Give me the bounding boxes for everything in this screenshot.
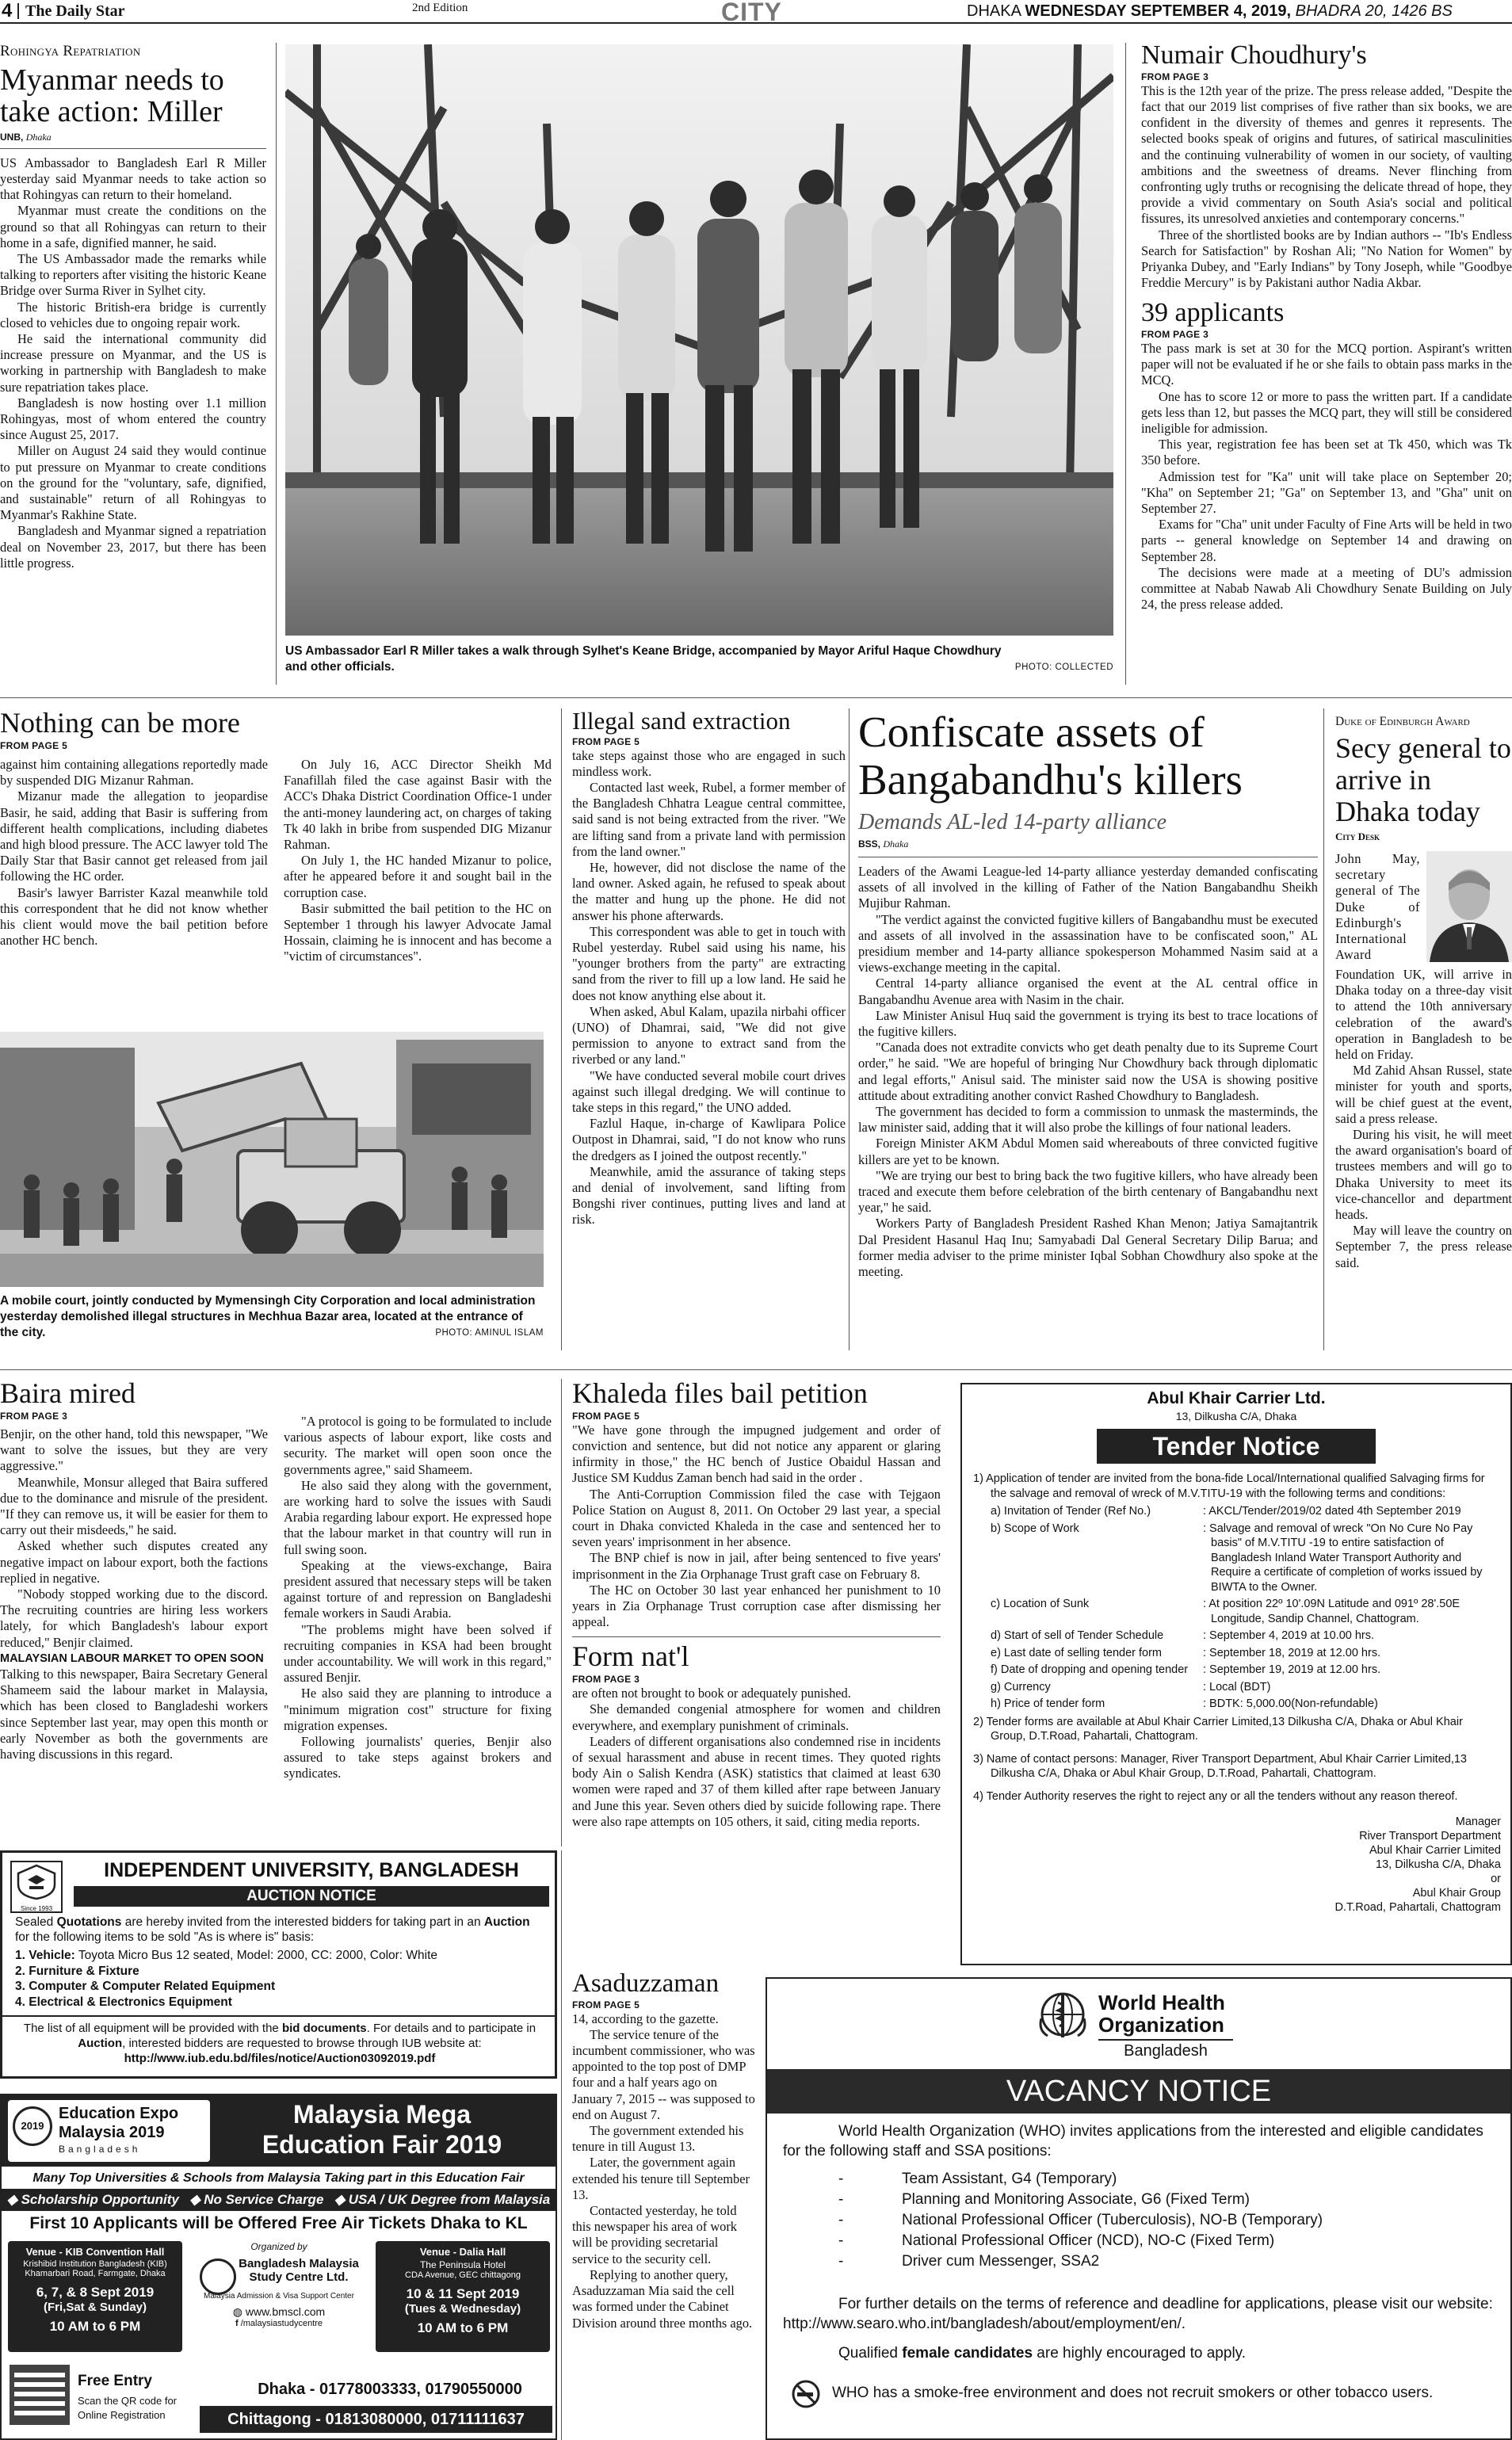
- article-body-rest: [1335, 1063, 1512, 1271]
- story-rule: [572, 1636, 941, 1637]
- article-column: [0, 757, 268, 949]
- article-secy: [1335, 715, 1512, 1271]
- iub-footer: The list of all equipment will be provided with the bid documents. For details and to participate in Auction, interested bidders are requested to browse through IUB website at: http://www.iub.edu.bd/files/notice/Auction03092019.pdf: [23, 2022, 536, 2065]
- qr-code-icon[interactable]: [10, 2365, 70, 2425]
- paragraph: Leaders of different organisations also condemned rise in incidents of sexual harassment and abuse in recent times. They quoted rights body Ain o Salish Kendra (ASK) statistics that claimed at least 630 women were raped and 37 of them killed after rape between January and June this year. Seven others died by suicide following rape. There were also rape attempts on 105 others, it said, citing media reports.: [572, 1733, 941, 1829]
- subhead: MALAYSIAN LABOUR MARKET TO OPEN SOON: [0, 1651, 264, 1665]
- term-value: : BDTK: 5,000.00(Non-refundable): [1203, 1697, 1378, 1710]
- expo-offer: First 10 Applicants will be Offered Free Air Tickets Dhaka to KL: [29, 2214, 528, 2232]
- paragraph: Central 14-party alliance organised the event at the AL central office in Bangabandhu Avenue area with Nasim in the chair.: [858, 976, 1318, 1007]
- byline: UNB, Dhaka: [0, 131, 52, 143]
- tender-item: 3) Name of contact persons: Manager, River Transport Department, Abul Khair Carrier Limited,13 Dilkusha C/A, Dhaka or Abul Khair Group, D.T.Road, Pahartali, Chattogram.: [973, 1752, 1467, 1780]
- paragraph: She demanded congenial atmosphere for women and children everywhere, and exemplary punishment of criminals.: [572, 1701, 941, 1733]
- dash-bullet-icon: -: [838, 2253, 844, 2270]
- column-rule: [561, 708, 562, 1350]
- tender-body: [973, 1472, 1501, 1915]
- article-asad: [572, 1970, 756, 2331]
- scan-text: Scan the QR code for: [78, 2395, 178, 2407]
- headline: Myanmar needs to take action: Miller: [0, 63, 224, 128]
- paragraph: May will leave the country on September 7, the press release said.: [1335, 1223, 1512, 1270]
- headline: Numair Choudhury's: [1141, 40, 1367, 70]
- paragraph: He also said they along with the government, are working hard to solve the issues with Saudi Arabia regarding labour export. He expressed hope that the labour market in that country will run in full swing soon.: [284, 1477, 552, 1557]
- tender-terms: [973, 1504, 1501, 1712]
- paragraph: Meanwhile, amid the assurance of taking steps and denial of involvement, sand lifting from Bongshi river continues, putting lives and land at risk.: [572, 1163, 846, 1228]
- paragraph: Workers Party of Bangladesh President Rashed Khan Menon; Jatiya Samajtantrik Dal President Hasanul Haq Inu; Samyabadi Dal General Secretary Dilip Barua; and former media adviser to the prime minister Iqbal Sobhan Chowdhury also spoke at the meeting.: [858, 1216, 1318, 1280]
- headline-applicants: 39 applicants: [1141, 298, 1285, 328]
- vacancy-position: - Team Assistant, G4 (Temporary): [838, 2169, 1472, 2190]
- expo-logo: [8, 2100, 210, 2162]
- paragraph: He, however, did not disclose the name of the land owner. Asked again, he refused to speak about the matter and hung up the phone. He did not answer his phone afterwards.: [572, 859, 846, 923]
- paragraph: "Nobody stopped working due to the discord. The recruiting countries are hiring less workers lately, for which Bangladesh's labour export reduced," Benjir claimed.: [0, 1587, 268, 1650]
- paragraph: are often not brought to book or adequately punished.: [572, 1686, 851, 1701]
- column-rule: [561, 1850, 562, 2440]
- paragraph: Talking to this newspaper, Baira Secretary General Shameem said the labour market in Malaysia, which has been closed to Bangladeshi workers since September last year, may open this month or early November as both the governments are having discussions in this regard.: [0, 1667, 268, 1762]
- paragraph: Miller on August 24 said they would continue to put pressure on Myanmar to create conditions on the ground for the "voluntary, safe, dignified, and sustainable" return of all Rohingyas to Myanmar's Rakhine State.: [0, 443, 266, 523]
- signature-line: Abul Khair Group: [1412, 1887, 1501, 1900]
- paragraph: Asked whether such disputes created any negative impact on labour export, both the factions replied in negative.: [0, 1538, 268, 1586]
- from-page: FROM PAGE 5: [572, 1999, 640, 2010]
- iub-intro: Sealed Quotations are hereby invited from the interested bidders for taking part in an Auction for the following items to be sold "As is where is" basis:: [15, 1915, 530, 1944]
- byline: City Desk: [1335, 831, 1380, 842]
- tender-term-row: [973, 1646, 1501, 1661]
- paragraph: "We have conducted several mobile court drives against such illegal dredging. We will continue to take steps in this regard," the UNO added.: [572, 1067, 846, 1116]
- dash-bullet-icon: -: [838, 2191, 844, 2208]
- paragraph: The service tenure of the incumbent commissioner, who was appointed to the top post of DMP four and a half years ago on January 7, 2015 -- was supposed to end on August 7.: [572, 2026, 755, 2122]
- from-page: FROM PAGE 3: [0, 1410, 68, 1422]
- org-web[interactable]: ◍ www.bmscl.com: [232, 2305, 326, 2318]
- who-position-list: [838, 2169, 1472, 2272]
- paragraph: Following journalists' queries, Benjir also assured to take steps against brokers and syndicates.: [284, 1734, 552, 1781]
- signature-line: or: [1491, 1873, 1501, 1885]
- who-title: VACANCY NOTICE: [767, 2069, 1510, 2114]
- paragraph: Myanmar must create the conditions on the ground so that all Rohingyas can return to their home in a safe, dignified manner, he said.: [0, 203, 266, 250]
- phone-dhaka: Dhaka - 01778003333, 01790550000: [258, 2381, 522, 2398]
- paragraph: This correspondent was able to get in touch with Rubel yesterday. Rubel said using his name, his "younger brothers from the party" are extracting sand from the river to fill up a low land. He said he does not know anything else about it.: [572, 923, 846, 1003]
- term-label: a) Invitation of Tender (Ref No.): [991, 1505, 1151, 1518]
- paragraph: The Anti-Corruption Commission filed the case with Tejgaon Police Station on August 8, 2011. On October 29 last year, a special court in Dhaka convicted Khaleda in the case and sentenced her to seven years' imprisonment in her absence.: [572, 1486, 941, 1550]
- headline: Secy general to arrive in Dhaka today: [1335, 732, 1511, 827]
- article-numair: [1141, 41, 1512, 613]
- term-value: : September 4, 2019 at 10.00 hrs.: [1203, 1629, 1375, 1642]
- from-page: FROM PAGE 5: [0, 739, 68, 751]
- org-label: Organized by: [250, 2241, 307, 2252]
- caption-text: A mobile court, jointly conducted by Mymensingh City Corporation and local administration yesterday demolished illegal structures in Mechhua Bazar area, located at the entrance of the city.: [0, 1294, 536, 1339]
- article-sand: [572, 708, 846, 1228]
- paragraph: Replying to another query, Asaduzzaman Mia said the cell was formed under the Cabinet Division around three months ago.: [572, 2266, 753, 2331]
- term-value: : Local (BDT): [1203, 1680, 1271, 1693]
- paragraph: The government has decided to form a commission to unmask the masterminds, the law minister said, adding that it will also probe the killings of four national leaders.: [858, 1104, 1318, 1136]
- vacancy-position: - Planning and Monitoring Associate, G6 (Fixed Term): [838, 2190, 1472, 2210]
- signature-line: River Transport Department: [1359, 1830, 1501, 1842]
- secy-para-wrap: John May, secretary general of The Duke of Edinburgh's International Award: [1335, 851, 1420, 963]
- paragraph: Admission test for "Ka" unit will take place on September 20; "Kha" on September 21; "Ga" on September 13, and "Gha" unit on September 27.: [1141, 468, 1512, 517]
- venue-line: CDA Avenue, GEC chittagong: [405, 2270, 521, 2280]
- article-body: [1335, 851, 1512, 1271]
- article-body: [1141, 341, 1512, 613]
- article-body: [572, 1422, 941, 1631]
- article-rohingya: [0, 43, 266, 571]
- article-body: [572, 2011, 756, 2331]
- paragraph: "Canada does not extradite convicts who get death penalty due to its Supreme Court order," he said. "We are hopeful of bringing Nur Chowdhury back through diplomatic and legal efforts," Anisul said. The minister said now the USA is showing positive attitude about extraditing another convict Rashed Chowdhury to Bangladesh.: [858, 1040, 1318, 1103]
- venue-line: Khamarbari Road, Farmgate, Dhaka: [25, 2269, 166, 2278]
- dash-bullet-icon: -: [838, 2232, 844, 2249]
- tender-item: 2) Tender forms are available at Abul Khair Carrier Limited,13 Dilkusha C/A, Dhaka or Abul Khair Group, D.T.Road, Pahartali, Chattogram.: [973, 1715, 1463, 1743]
- paragraph: The US Ambassador made the remarks while talking to reporters after visiting the historic Keane Bridge over Surma River in Sylhet city.: [0, 251, 266, 299]
- signature-line: D.T.Road, Pahartali, Chattogram: [1334, 1901, 1501, 1914]
- column-rule: [849, 708, 850, 1350]
- who-smoke: WHO has a smoke-free environment and does not recruit smokers or other tobacco users.: [832, 2385, 1434, 2401]
- who-org-line2: Organization: [1098, 2013, 1224, 2037]
- who-intro: World Health Organization (WHO) invites applications from the interested and eligible candidates for the following staff and SSA positions:: [783, 2123, 1483, 2159]
- column-rule: [276, 43, 277, 685]
- paragraph: The pass mark is set at 30 for the MCQ portion. Aspirant's written paper will not be evaluated if he or she fails to obtain pass marks in the MCQ.: [1141, 341, 1512, 388]
- term-label: d) Start of sell of Tender Schedule: [991, 1629, 1164, 1642]
- expo-logo-line3: Bangladesh: [59, 2144, 141, 2155]
- paragraph: Bangladesh and Myanmar signed a repatriation deal on November 23, 2017, but there has been little progress.: [0, 523, 266, 571]
- article-column: [284, 757, 552, 965]
- venue-days: (Tues & Wednesday): [404, 2302, 521, 2316]
- tender-term-row: [973, 1597, 1501, 1626]
- demolition-photo-illustration: [0, 1032, 544, 1287]
- diamond-bullet-icon: ◆: [6, 2192, 17, 2207]
- article-body: [572, 748, 846, 1228]
- paragraph: take steps against those who are engaged in such mindless work.: [572, 747, 846, 779]
- paragraph: 14, according to the gazette.: [572, 2010, 719, 2026]
- article-body: [572, 1686, 941, 1830]
- section-label: CITY: [721, 0, 782, 26]
- tender-term-row: [973, 1629, 1501, 1644]
- venue-time: 10 AM to 6 PM: [417, 2320, 509, 2335]
- feature-no-charge: ◆ No Service Charge: [189, 2192, 324, 2207]
- venue-dates: 6, 7, & 8 Sept 2019: [36, 2285, 155, 2300]
- photo-credit: PHOTO: AMINUL ISLAM: [435, 1328, 544, 1338]
- headline: Asaduzzaman: [572, 1969, 720, 1998]
- headline: Nothing can be more: [0, 707, 240, 739]
- paragraph: When asked, Abul Kalam, upazila nirbahi officer (UNO) of Dhamrai, said, "We did not give permission to anyone to extract sand from the riverbed or any land.": [572, 1003, 846, 1067]
- paper-logo: The Daily Star: [25, 2, 125, 20]
- term-label: b) Scope of Work: [991, 1522, 1079, 1535]
- secy-para-rest: Foundation UK, will arrive in Dhaka today on a three-day visit to attend the 10th anniversary celebration of the award's operation in Bangladesh to be held on Friday.: [1335, 967, 1512, 1063]
- expo-title1: Malaysia Mega: [292, 2100, 472, 2129]
- paragraph: The government extended his tenure in till August 13.: [572, 2123, 744, 2155]
- expo-logo-line2: Malaysia 2019: [59, 2124, 165, 2141]
- paragraph: Benjir, on the other hand, told this newspaper, "We want to solve the issues, but they are very aggressive.": [0, 1426, 268, 1474]
- headline: Khaleda files bail petition: [572, 1377, 868, 1409]
- diamond-bullet-icon: ◆: [334, 2192, 346, 2207]
- who-logo: [1035, 1987, 1090, 2042]
- portrait-photo: [1426, 851, 1512, 962]
- term-value: : September 19, 2019 at 12.00 hrs.: [1203, 1663, 1381, 1676]
- expo-strip: Many Top Universities & Schools from Malaysia Taking part in this Education Fair: [32, 2171, 525, 2185]
- tender-term-row: [973, 1697, 1501, 1712]
- paragraph: On July 16, ACC Director Sheikh Md Fanafillah filed the case against Basir with the ACC's Dhaka District Coordination Office-1 under the anti-money laundering act, on charges of taking Tk 40 lakh in bribe from suspended DIG Mizanur Rahman.: [284, 757, 552, 853]
- signature-line: 13, Dilkusha C/A, Dhaka: [1376, 1858, 1501, 1871]
- expo-logo-line1: Education Expo: [59, 2105, 179, 2122]
- term-value: : September 18, 2019 at 12.00 hrs.: [1203, 1646, 1381, 1659]
- expo-logo-badge: 2019: [13, 2106, 52, 2146]
- paragraph: Law Minister Anisul Huq said the government is trying its best to trace locations of the fugitive killers.: [858, 1007, 1318, 1040]
- who-emblem-icon: [1035, 1987, 1090, 2042]
- dash-bullet-icon: -: [838, 2171, 844, 2187]
- kicker: Duke of Edinburgh Award: [1335, 715, 1470, 728]
- paragraph: During his visit, he will meet the award organisation's board of trustees members and will go to Dhaka University to meet its vice-chancellor and department heads.: [1335, 1127, 1512, 1223]
- article-body: [858, 864, 1318, 1280]
- column-rule: [1323, 708, 1324, 1350]
- org-name: Bangladesh Malaysia: [239, 2257, 359, 2270]
- paragraph: Contacted yesterday, he told this newspaper his area of work will be providing secretarial service to the security cell.: [572, 2203, 738, 2266]
- paragraph: Meanwhile, Monsur alleged that Baira suffered due to the dominance and misrule of the president. "If they can remove us, it will be easier for them to carry out their misdeeds," he said.: [0, 1474, 268, 1538]
- tender-signature: [973, 1815, 1501, 1915]
- edition-label: 2nd Edition: [412, 2, 468, 14]
- paragraph: Foreign Minister AKM Abdul Momen said whereabouts of three convicted fugitive killers are yet to be known.: [858, 1136, 1318, 1167]
- paragraph: "We have gone through the impugned judgement and order of conviction and sentence, but did not notice any apparent or glaring infirmity in those," the HC bench of Justice Obaidul Hassan and Justice SM Kuddus Zaman bench had said in the order .: [572, 1422, 941, 1486]
- globe-icon: ◍: [232, 2305, 242, 2318]
- tender-item: 4) Tender Authority reserves the right to reject any or all the tenders without any reason thereof.: [973, 1789, 1458, 1803]
- iub-crest-icon: [12, 1862, 61, 1900]
- no-smoking-svg: [791, 2379, 821, 2409]
- paragraph: Later, the government again extended his tenure till September 13.: [572, 2155, 750, 2202]
- term-label: f) Date of dropping and opening tender: [991, 1663, 1189, 1676]
- venue-title: Venue - Dalia Hall: [419, 2246, 506, 2258]
- who-encourage: Qualified female candidates are highly encouraged to apply.: [838, 2345, 1247, 2362]
- signature-line: Manager: [1455, 1816, 1501, 1828]
- venue-time: 10 AM to 6 PM: [49, 2319, 141, 2334]
- term-value: : AKCL/Tender/2019/02 dated 4th September 2019: [1203, 1505, 1461, 1518]
- who-vacancy-ad: [766, 1977, 1512, 2440]
- paragraph: This year, registration fee has been set at Tk 450, which was Tk 350 before.: [1141, 437, 1512, 468]
- paragraph: US Ambassador to Bangladesh Earl R Miller yesterday said Myanmar needs to take action so that Rohingyas can return to their homeland.: [0, 155, 266, 203]
- section-rule: [0, 697, 1512, 698]
- portrait-illustration: [1426, 851, 1512, 962]
- iub-notice-banner: AUCTION NOTICE: [74, 1886, 549, 1907]
- paragraph: He also said they are planning to introduce a "minimum migration cost" structure for fixing migration expenses.: [284, 1686, 552, 1733]
- tender-company: Abul Khair Carrier Ltd.: [1147, 1389, 1326, 1407]
- venue-title: Venue - KIB Convention Hall: [25, 2246, 165, 2258]
- paragraph: "The verdict against the convicted fugitive killers of Bangabandhu must be executed and assets of all involved in the assassination have to be confiscated soon," AL presidium member and 14-party alliance spokesperson Mohammed Nasim said at a views-exchange meeting in the capital.: [858, 911, 1318, 976]
- paragraph: Basir's lawyer Barrister Kazal meanwhile told this correspondent that he did not know whether his client would move the bail petition before another HC bench.: [0, 884, 268, 949]
- org-facebook[interactable]: f /malaysiastudycentre: [235, 2319, 323, 2328]
- who-org-name: [1098, 1991, 1225, 2036]
- paragraph: The decisions were made at a meeting of DU's admission committee at Nabab Nawab Ali Chowdhury Senate Building on July 24, the press release added.: [1141, 564, 1512, 613]
- top-photo-caption: [285, 643, 1113, 675]
- paragraph: The BNP chief is now in jail, after being sentenced to five years' imprisonment in the Zia Orphanage Trust graft case on February 8.: [572, 1550, 941, 1582]
- photo-credit: PHOTO: COLLECTED: [1014, 663, 1113, 672]
- mid-photo-caption: [0, 1293, 544, 1341]
- expo-features: [2, 2189, 556, 2211]
- tender-term-row: [973, 1522, 1501, 1595]
- paragraph: Basir submitted the bail petition to the HC on September 1 through his lawyer Advocate Jamal Hossain, claiming he is innocent and has become a "victim of circumstances".: [284, 900, 552, 964]
- byline: BSS, Dhaka: [858, 838, 909, 850]
- page-number-divider: [17, 3, 19, 19]
- article-body: [1141, 83, 1512, 292]
- column-rule: [561, 1379, 562, 1846]
- paragraph: The HC on October 30 last year enhanced her punishment to 10 years in Zia Orphanage Trust corruption case after dismissing her appeal.: [572, 1582, 941, 1630]
- dateline-bangla: BHADRA 20, 1426 BS: [1291, 2, 1453, 20]
- from-page: FROM PAGE 3: [1141, 329, 1209, 341]
- iub-divider: [2, 2015, 555, 2017]
- paragraph: On July 1, the HC handed Mizanur to police, after he appeared before it and sought bail in the corruption case.: [284, 853, 552, 900]
- tender-intro: 1) Application of tender are invited from the bona-fide Local/International qualified Salvaging firms for the salvage and removal of wreck of M.V.TITU-19 with the following terms and conditions:: [973, 1472, 1485, 1500]
- page-number: 4: [2, 0, 13, 21]
- paragraph: "We are trying our best to bring back the two fugitive killers, who have already been traced and execute them before celebration of the birth centenary of Bangabandhu next year," he said.: [858, 1167, 1318, 1216]
- vacancy-position: - National Professional Officer (NCD), NO-C (Fixed Term): [838, 2231, 1472, 2251]
- expo-organizer: [192, 2241, 366, 2352]
- paragraph: The historic British-era bridge is currently closed to vehicles due to ongoing repair work.: [0, 299, 266, 330]
- feature-degree: ◆ USA / UK Degree from Malaysia: [334, 2192, 551, 2207]
- paragraph: This is the 12th year of the prize. The press release added, "Despite the fact that our 2019 list comprises of five rather than six books, we are confident in the diversity of themes and genres it represents. The selected books speak of origins and futures, of satirical masculinities and the continuing vulnerability of women in our society, of vaulting ambitions and the sweetness of dreams. Never flinching from confronting ugly truths or recognising the delicate thread of hope, they provide a vivid commentary on South Asia's social and political fissures, its unresolved anxieties and contemporary concerns.": [1141, 82, 1512, 227]
- who-country: Bangladesh: [1124, 2042, 1208, 2060]
- dateline-date: WEDNESDAY SEPTEMBER 4, 2019,: [1025, 2, 1292, 20]
- paragraph: Md Zahid Ahsan Russel, state minister for youth and sports, will be chief guest at the event, said a press release.: [1335, 1063, 1512, 1126]
- malaysia-expo-ad: [0, 2094, 557, 2440]
- paragraph: Mizanur made the allegation to jeopardise Basir, he said, adding that Basir is suffering from different health complications, including diabetes and high blood pressure. The ACC lawyer told The Daily Star that Basir cannot get released from jail following the HC order.: [0, 789, 268, 884]
- iub-item-list: [15, 1948, 546, 2010]
- iub-logo: [10, 1861, 63, 1913]
- headline: Illegal sand extraction: [572, 707, 791, 735]
- bridge-walk-photo: [285, 44, 1113, 636]
- who-org-line1: World Health: [1098, 1991, 1225, 2014]
- auction-item: 1. Vehicle: Toyota Micro Bus 12 seated, Model: 2000, CC: 2000, Color: White: [15, 1949, 438, 1962]
- subhead: Demands AL-led 14-party alliance: [858, 810, 1167, 834]
- tender-term-row: [973, 1504, 1501, 1519]
- term-value: : At position 22º 10'.09N Latitude and 091º 28'.50E Longitude, Sandip Channel, Chattogram.: [1203, 1598, 1460, 1625]
- paragraph: One has to score 12 or more to pass the written part. If a candidate gets less than 12, but passes the MCQ part, they will still be considered ineligible for admission.: [1141, 388, 1512, 437]
- term-value: : Salvage and removal of wreck "On No Cure No Pay basis" of M.V.TITU -19 to entire satisfaction of Bangladesh Inland Water Transport Authority and Require a certificate of completion of works issued by BIWTA to the Owner.: [1203, 1522, 1483, 1594]
- iub-link[interactable]: http://www.iub.edu.bd/files/notice/Auction03092019.pdf: [124, 2052, 436, 2065]
- org-logo-icon: [200, 2259, 236, 2295]
- from-page: FROM PAGE 3: [572, 1674, 640, 1686]
- tender-address: 13, Dilkusha C/A, Dhaka: [1175, 1410, 1297, 1422]
- paragraph: "A protocol is going to be formulated to include various aspects of labour export, like costs and security. The market will open soon once the governments agree," said Shameem.: [284, 1414, 552, 1477]
- paragraph: Contacted last week, Rubel, a former member of the Bangladesh Chhatra League central committee, said sand is not being extracted from the river. "We are lifting sand from a private land with permission from the land owner.": [572, 779, 846, 859]
- term-label: e) Last date of selling tender form: [991, 1646, 1163, 1659]
- tender-term-row: [973, 1680, 1501, 1695]
- article-khaleda: [572, 1379, 941, 1830]
- scan-text: Online Registration: [78, 2409, 166, 2421]
- venue-dates: 10 & 11 Sept 2019: [406, 2286, 520, 2301]
- org-tagline: Malaysia Admission & Visa Support Center: [204, 2292, 354, 2301]
- term-label: g) Currency: [991, 1680, 1051, 1693]
- paragraph: against him containing allegations reportedly made by suspended DIG Mizanur Rahman.: [0, 757, 268, 789]
- bridge-photo-illustration: [285, 44, 1113, 636]
- column-rule: [1125, 43, 1126, 685]
- paragraph: Exams for "Cha" unit under Faculty of Fine Arts will be held in two parts -- general knowledge on September 14 and drawing on September 28.: [1141, 517, 1512, 564]
- article-body: [0, 155, 266, 571]
- dateline: [967, 2, 1453, 21]
- signature-line: Abul Khair Carrier Limited: [1369, 1844, 1501, 1857]
- feature-scholarship: ◆ Scholarship Opportunity: [6, 2192, 179, 2207]
- term-label: c) Location of Sunk: [991, 1598, 1090, 1610]
- paragraph: He said the international community did increase pressure on Myanmar, and the US is working in partnership with Bangladesh to make sure repatriation takes place.: [0, 331, 266, 395]
- who-details: For further details on the terms of reference and deadline for applications, please visit our website: http://www.searo.who.int/bangladesh/about/employment/en/.: [783, 2296, 1493, 2332]
- venue-dhaka: [8, 2241, 182, 2352]
- paragraph: Leaders of the Awami League-led 14-party alliance yesterday demanded confiscating assets of all involved in the killing of Father of the Nation Bangabandhu Sheikh Mujibur Rahman.: [858, 864, 1318, 911]
- phone-chittagong: Chittagong - 01813080000, 01711111637: [200, 2406, 552, 2433]
- iub-auction-ad: [0, 1850, 557, 2079]
- tender-term-row: [973, 1663, 1501, 1678]
- auction-item: 2. Furniture & Fixture: [15, 1964, 139, 1978]
- vacancy-position: - National Professional Officer (Tuberculosis), NO-B (Temporary): [838, 2210, 1472, 2231]
- caption-text: US Ambassador Earl R Miller takes a walk through Sylhet's Keane Bridge, accompanied by Mayor Ariful Haque Chowdhury and other officials.: [285, 644, 1002, 674]
- iub-title: INDEPENDENT UNIVERSITY, BANGLADESH: [104, 1859, 519, 1881]
- auction-item: 3. Computer & Computer Related Equipment: [15, 1980, 276, 1993]
- expo-title2: Education Fair 2019: [262, 2130, 502, 2159]
- dateline-city: DHAKA: [967, 2, 1025, 20]
- from-page: FROM PAGE 5: [572, 1410, 640, 1422]
- kicker: Rohingya Repatriation: [0, 43, 141, 59]
- free-entry: Free Entry: [78, 2373, 152, 2389]
- byline-rule: [0, 148, 266, 149]
- auction-item: 4. Electrical & Electronics Equipment: [15, 1995, 232, 2009]
- venue-line: Krishibid Institution Bangladesh (KIB): [23, 2259, 167, 2269]
- venue-days: (Fri,Sat & Sunday): [43, 2301, 147, 2314]
- org-name: Study Centre Ltd.: [249, 2270, 349, 2284]
- no-smoking-icon: [791, 2379, 821, 2409]
- demolition-photo: [0, 1032, 544, 1287]
- term-label: h) Price of tender form: [991, 1697, 1105, 1710]
- paragraph: Bangladesh is now hosting over 1.1 million Rohingyas, most of whom entered the country since August 25, 2017.: [0, 395, 266, 443]
- headline: Baira mired: [0, 1377, 136, 1409]
- article-column: [284, 1414, 552, 1782]
- headline-form: Form nat'l: [572, 1640, 689, 1673]
- article-column: [0, 1426, 268, 1762]
- masthead: [0, 0, 1512, 24]
- dash-bullet-icon: -: [838, 2212, 844, 2228]
- vacancy-position: - Driver cum Messenger, SSA2: [838, 2251, 1472, 2272]
- venue-chittagong: [376, 2241, 550, 2352]
- who-divider: [1098, 2039, 1233, 2041]
- paragraph: Speaking at the views-exchange, Baira president assured that necessary steps will be taken against torture of and repression on Bangladeshi female workers in Saudi Arabia.: [284, 1557, 552, 1621]
- from-page: FROM PAGE 5: [572, 735, 640, 747]
- facebook-icon: f: [235, 2319, 239, 2328]
- article-nothing: [0, 708, 555, 752]
- diamond-bullet-icon: ◆: [189, 2192, 200, 2207]
- iub-since: Since 1993: [20, 1905, 53, 1912]
- paragraph: Three of the shortlisted books are by Indian authors -- "Ib's Endless Search for Satisfaction" by Roshan Ali; "No Nation for Women" by Priyanka Dubey, and "Early Indians" by Tony Joseph, while "Goodbye Freddie Mercury" is by Pakistani author Nadia Akbar.: [1141, 227, 1512, 291]
- paragraph: Fazlul Haque, in-charge of Kawlipara Police Outpost in Dhamrai, said, "I do not know who runs the dredgers as I joined the outpost recently.": [572, 1116, 846, 1163]
- tender-notice-ad: [960, 1383, 1512, 1965]
- section-rule: [0, 1369, 1512, 1370]
- headline: Confiscate assets of Bangabandhu's killers: [858, 708, 1243, 804]
- paragraph: "The problems might have been solved if recruiting companies in KSA had been brought under accountability. We will work in this regard," assured Benjir.: [284, 1621, 552, 1686]
- venue-line: The Peninsula Hotel: [419, 2259, 506, 2270]
- article-confiscate: [858, 708, 1318, 1280]
- tender-title: Tender Notice: [1097, 1429, 1376, 1464]
- from-page: FROM PAGE 3: [1141, 71, 1209, 82]
